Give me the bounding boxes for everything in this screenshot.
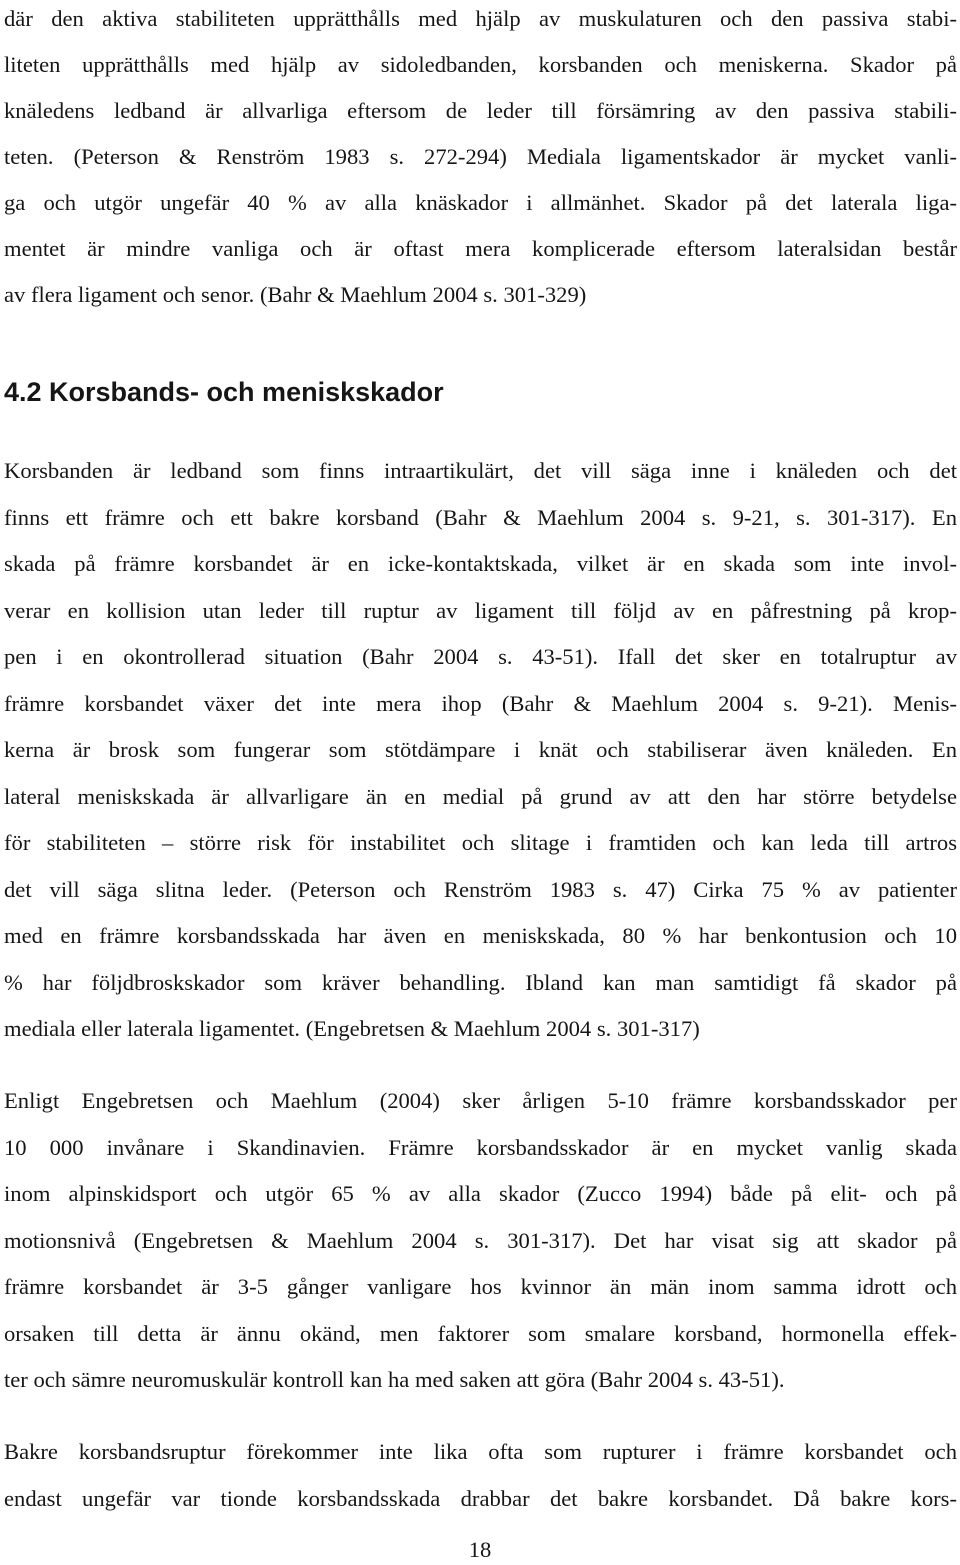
text-line: finns ett främre och ett bakre korsband (Bahr & Maehlum 2004 s. 9-21, s. 301-317). En [4, 505, 957, 530]
text-line: pen i en okontrollerad situation (Bahr 2004 s. 43-51). Ifall det sker en totalruptur av [4, 644, 957, 669]
text-line: kerna är brosk som fungerar som stötdämpare i knät och stabiliserar även knäleden. En [4, 737, 957, 762]
text-line: av flera ligament och senor. (Bahr & Maehlum 2004 s. 301-329) [4, 282, 587, 307]
text-line: Korsbanden är ledband som finns intraartikulärt, det vill säga inne i knäleden och det [4, 458, 957, 483]
text-line: Enligt Engebretsen och Maehlum (2004) sker årligen 5-10 främre korsbandsskador per [4, 1088, 957, 1113]
text-line: mentet är mindre vanliga och är oftast mera komplicerade eftersom lateralsidan består [4, 236, 957, 261]
text-line: liteten upprätthålls med hjälp av sidoledbanden, korsbanden och meniskerna. Skador på [4, 52, 957, 77]
text-line: lateral meniskskada är allvarligare än en medial på grund av att den har större betydelse [4, 784, 957, 809]
text-line: ter och sämre neuromuskulär kontroll kan ha med saken att göra (Bahr 2004 s. 43-51). [4, 1367, 785, 1392]
text-line: endast ungefär var tionde korsbandsskada drabbar det bakre korsbandet. Då bakre kors- [4, 1486, 957, 1511]
text-line: för stabiliteten – större risk för instabilitet och slitage i framtiden och kan leda till artros [4, 830, 957, 855]
page-number: 18 [468, 1537, 492, 1562]
text-line: främre korsbandet är 3-5 gånger vanligare hos kvinnor än män inom samma idrott och [4, 1274, 957, 1299]
text-line: med en främre korsbandsskada har även en meniskskada, 80 % har benkontusion och 10 [4, 923, 957, 948]
text-line: skada på främre korsbandet är en icke-kontaktskada, vilket är en skada som inte invol- [4, 551, 957, 576]
text-line: % har följdbroskskador som kräver behandling. Ibland kan man samtidigt få skador på [4, 970, 957, 995]
text-line: verar en kollision utan leder till ruptur av ligament till följd av en påfrestning på krop- [4, 598, 957, 623]
text-line: främre korsbandet växer det inte mera ihop (Bahr & Maehlum 2004 s. 9-21). Menis- [4, 691, 957, 716]
text-line: motionsnivå (Engebretsen & Maehlum 2004 s. 301-317). Det har visat sig att skador på [4, 1228, 957, 1253]
text-line: Bakre korsbandsruptur förekommer inte lika ofta som rupturer i främre korsbandet och [4, 1439, 957, 1464]
section-heading: 4.2 Korsbands- och meniskskador [4, 377, 444, 407]
text-line: 10 000 invånare i Skandinavien. Främre korsbandsskador är en mycket vanlig skada [4, 1135, 957, 1160]
text-line: där den aktiva stabiliteten upprätthålls med hjälp av muskulaturen och den passiva stabi- [4, 6, 957, 31]
text-line: inom alpinskidsport och utgör 65 % av alla skador (Zucco 1994) både på elit- och på [4, 1181, 957, 1206]
text-line: teten. (Peterson & Renström 1983 s. 272-294) Mediala ligamentskador är mycket vanli- [4, 144, 957, 169]
text-line: orsaken till detta är ännu okänd, men faktorer som smalare korsband, hormonella effek- [4, 1321, 957, 1346]
text-line: mediala eller laterala ligamentet. (Engebretsen & Maehlum 2004 s. 301-317) [4, 1016, 700, 1041]
text-line: ga och utgör ungefär 40 % av alla knäskador i allmänhet. Skador på det laterala liga- [4, 190, 957, 215]
text-line: knäledens ledband är allvarliga eftersom de leder till försämring av den passiva stabili- [4, 98, 957, 123]
text-line: det vill säga slitna leder. (Peterson och Renström 1983 s. 47) Cirka 75 % av patienter [4, 877, 957, 902]
